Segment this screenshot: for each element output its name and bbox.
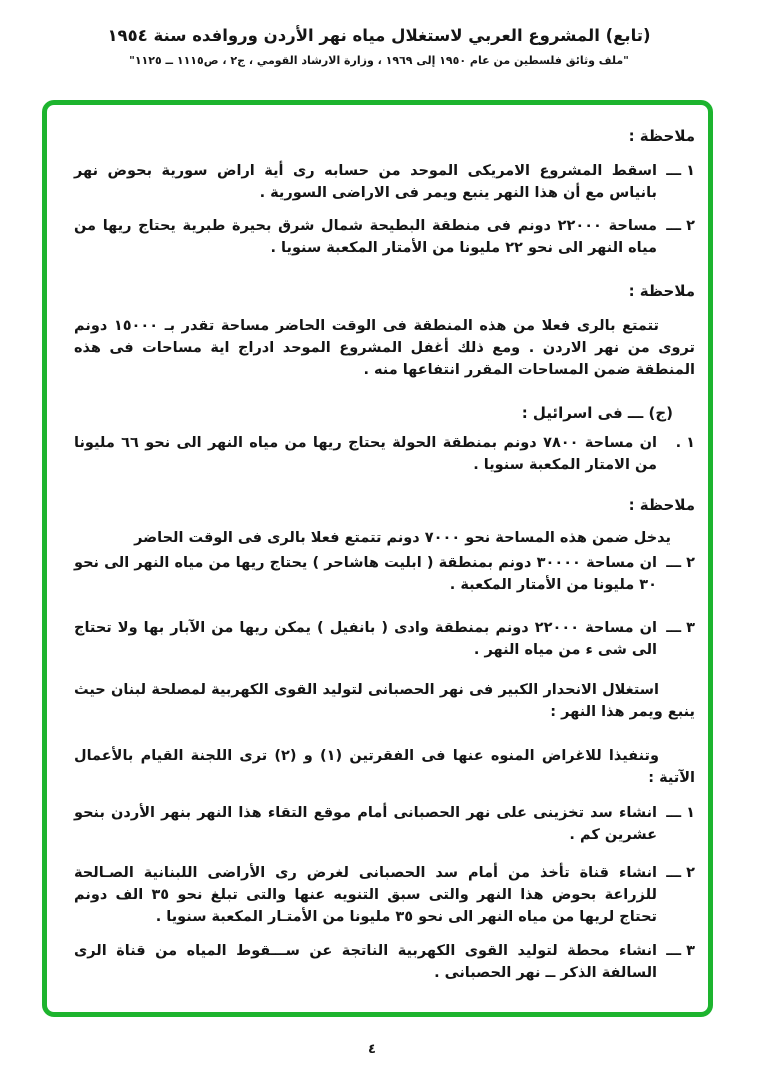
item-marker: ١ ـــ [666, 163, 695, 179]
paragraph: تتمتع بالرى فعلا من هذه المنطقة فى الوقت الحاضر مساحة تقدر بـ ١٥٠٠٠ دونم تروى من نهر الاردن . ومع ذلك أغفل المشروع الموحد ادراج اية مساحات فى هذه المنطقة ضمن المساحات المقرر انتفاعها منه . [74, 318, 695, 378]
note-heading-1: ملاحظة : [628, 127, 695, 145]
item-marker: ١ . [675, 435, 695, 451]
paragraph: استغلال الانحدار الكبير فى نهر الحصبانى لتوليد القوى الكهربية لمصلحة لبنان حيث ينبع ويمر هذا النهر : [74, 682, 695, 720]
document-body [47, 105, 708, 984]
item-text: انشاء محطة لتوليد القوى الكهربية الناتجة عن ســـقوط المياه من قناة الرى السالفة الذكر ــ نهر الحصبانى . [74, 943, 657, 981]
list-item [74, 802, 695, 846]
green-frame [42, 100, 713, 1017]
item-text: اسقط المشروع الامريكى الموحد من حسابه رى أية اراض سورية بحوض نهر بانياس مع أن هذا النهر ينبع ويمر فى الاراضى السورية . [74, 163, 657, 201]
document-header [0, 0, 758, 68]
item-marker: ٢ ـــ [666, 218, 695, 234]
list-item [74, 432, 695, 476]
note-heading-2: ملاحظة : [628, 282, 695, 300]
item-text: مساحة ٢٢٠٠٠ دونم فى منطقة البطيحة شمال شرق بحيرة طبرية يحتاج ريها من مياه النهر الى نحو ٢٢ مليونا من الأمتار المكعبة سنويا . [74, 218, 658, 256]
item-text: ان مساحة ٣٠٠٠٠ دونم بمنطقة ( ابليت هاشاحر ) يحتاج ريها من مياه النهر الى نحو ٣٠ مليونا من الأمتار المكعبة . [74, 555, 657, 593]
item-marker: ٣ ـــ [666, 943, 695, 959]
document-title: (تابع) المشروع العربي لاستغلال مياه نهر الأردن وروافده سنة ١٩٥٤ [107, 26, 651, 45]
item-text: ان مساحة ٧٨٠٠ دونم بمنطقة الحولة يحتاج ريها من مياه النهر الى نحو ٦٦ مليونا من الامتار المكعبة سنويا . [74, 435, 657, 473]
paragraph: وتنفيذا للاغراض المنوه عنها فى الفقرتين (١) و (٢) ترى اللجنة القيام بالأعمال الآتية : [74, 748, 695, 786]
item-text: انشاء قناة تأخذ من أمام سد الحصبانى لغرض رى الأراضى اللبنانية الصـالحة للزراعة بحوض هذا النهر والتى سبق التنويه عنها والتى تبلغ نحو ٣٥ الف دونم تحتاج لريها من مياه النهر الى نحو ٣٥ مليونا من الأمتـار المكعبة سنويا . [74, 865, 657, 925]
source-citation: "ملف وثائق فلسطين من عام ١٩٥٠ إلى ١٩٦٩ ، وزارة الارشاد القومي ، ج٢ ، ص١١١٥ ــ ١١٢٥" [129, 54, 629, 67]
list-item [74, 940, 695, 984]
item-text: انشاء سد تخزينى على نهر الحصبانى أمام موقع التقاء هذا النهر بنهر الأردن بنحو عشرين كم . [74, 805, 657, 843]
list-item [74, 617, 695, 661]
page-number: ٤ [368, 1042, 376, 1057]
list-item [74, 160, 695, 204]
section-c-heading: (ج) ـــ فى اسرائيل : [521, 404, 673, 422]
item-marker: ٢ ـــ [666, 555, 695, 571]
item-marker: ١ ـــ [666, 805, 695, 821]
list-item [74, 862, 695, 928]
list-item [74, 552, 695, 596]
list-item [74, 215, 695, 259]
item-marker: ٢ ـــ [666, 865, 695, 881]
item-text: ان مساحة ٢٢٠٠٠ دونم بمنطقة وادى ( بانفيل ) يمكن ريها من الآبار بها ولا تحتاج الى شى ء من مياه النهر . [74, 620, 657, 658]
note-heading-3: ملاحظة : [628, 496, 695, 514]
item-marker: ٣ ـــ [666, 620, 695, 636]
note-line: يدخل ضمن هذه المساحة نحو ٧٠٠٠ دونم تتمتع فعلا بالرى فى الوقت الحاضر [134, 530, 671, 546]
